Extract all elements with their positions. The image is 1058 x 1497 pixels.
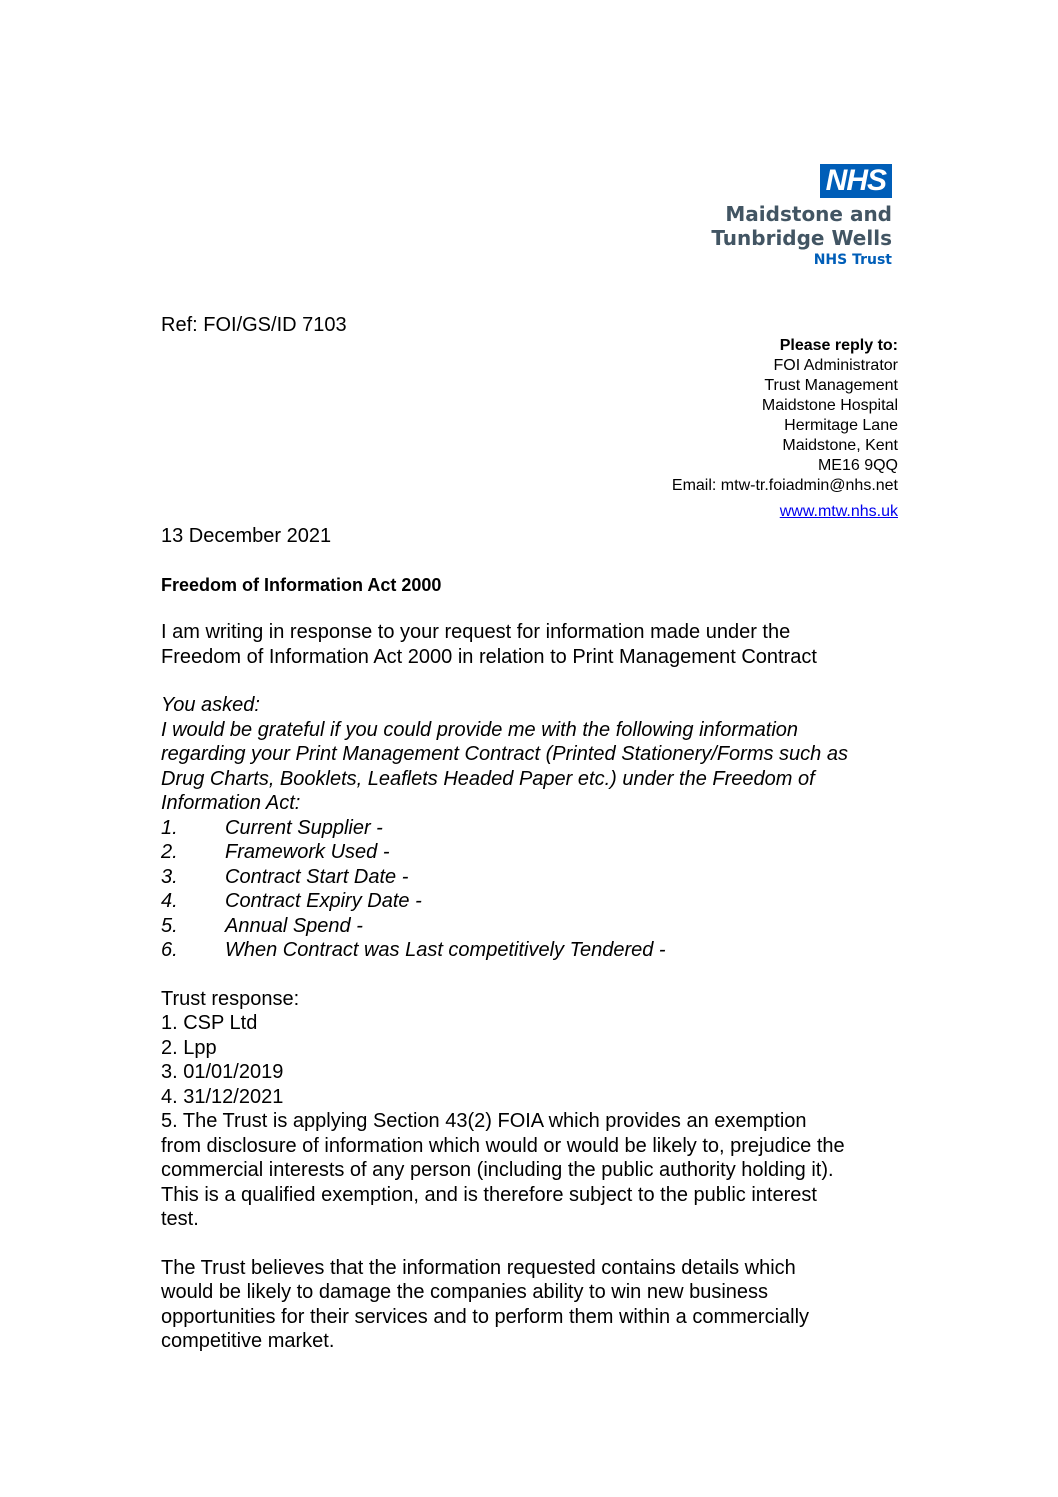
reply-to-address [672, 336, 898, 522]
request-item [161, 840, 901, 865]
request-item-number: 3. [161, 865, 178, 888]
request-text-line: regarding your Print Management Contract (Printed Stationery/Forms such as [161, 743, 848, 765]
response-answer: 2. Lpp [161, 1036, 217, 1059]
spacer [161, 596, 901, 620]
request-item [161, 938, 901, 963]
request-item-number: 5. [161, 914, 178, 937]
address-line: FOI Administrator [773, 357, 898, 374]
response-paragraph-line: competitive market. [161, 1330, 335, 1352]
request-item-number: 2. [161, 841, 178, 863]
intro-line: I am writing in response to your request for information made under the [161, 621, 791, 643]
request-item-text: Framework Used - [225, 841, 390, 863]
response-answer-5-line: from disclosure of information which would or would be likely to, prejudice the [161, 1134, 845, 1157]
address-line: Maidstone, Kent [782, 437, 898, 454]
response-answer-5-line: commercial interests of any person (including the public authority holding it). [161, 1159, 834, 1181]
request-item [161, 865, 901, 890]
request-label: You asked: [161, 694, 260, 716]
request-item-text: Contract Start Date - [225, 865, 409, 888]
response-label: Trust response: [161, 987, 300, 1010]
request-text-line: Drug Charts, Booklets, Leaflets Headed Paper etc.) under the Freedom of [161, 767, 815, 790]
address-postcode: ME16 9QQ [817, 457, 898, 474]
letter-body [161, 574, 901, 1354]
spacer [161, 963, 901, 987]
response-answer-5-line: 5. The Trust is applying Section 43(2) FOIA which provides an exemption [161, 1110, 807, 1132]
request-item-number: 1. [161, 816, 178, 839]
request-text-line: I would be grateful if you could provide me with the following information [161, 718, 799, 741]
response-answer: 3. 01/01/2019 [161, 1061, 284, 1083]
email-address: Email: mtw-tr.foiadmin@nhs.net [671, 477, 898, 494]
address-line: Maidstone Hospital [761, 397, 898, 414]
request-item-text: When Contract was Last competitively Tendered - [225, 939, 666, 961]
request-text-line: Information Act: [161, 792, 301, 814]
response-answer: 1. CSP Ltd [161, 1012, 258, 1034]
request-item-number: 6. [161, 939, 178, 961]
request-item [161, 914, 901, 939]
letter-title: Freedom of Information Act 2000 [161, 575, 442, 595]
org-trust-line: NHS Trust [813, 252, 892, 268]
request-item [161, 889, 901, 914]
intro-line: Freedom of Information Act 2000 in relation to Print Management Contract [161, 645, 817, 668]
response-paragraph-line: The Trust believes that the information requested contains details which [161, 1256, 796, 1279]
nhs-trust-logo [692, 164, 892, 270]
org-name-line-2: Tunbridge Wells [711, 226, 892, 250]
reply-to-heading: Please reply to: [779, 337, 898, 354]
letter-date: 13 December 2021 [161, 525, 332, 547]
spacer [161, 669, 901, 693]
request-item-text: Annual Spend - [225, 914, 363, 937]
response-paragraph-line: would be likely to damage the companies ability to win new business [161, 1281, 769, 1303]
response-answer: 4. 31/12/2021 [161, 1085, 284, 1108]
website-link[interactable]: www.mtw.nhs.uk [779, 503, 898, 520]
address-line: Trust Management [764, 377, 898, 394]
address-line: Hermitage Lane [784, 417, 898, 434]
request-item-text: Contract Expiry Date - [225, 890, 422, 912]
spacer [161, 1232, 901, 1256]
response-answer-5-line: This is a qualified exemption, and is therefore subject to the public interest [161, 1183, 817, 1206]
nhs-logo-badge: NHS [820, 164, 892, 198]
reference-number: Ref: FOI/GS/ID 7103 [161, 314, 347, 336]
request-item [161, 816, 901, 841]
response-answer-5-line: test. [161, 1208, 199, 1230]
response-paragraph-line: opportunities for their services and to perform them within a commercially [161, 1305, 810, 1328]
org-name-line-1: Maidstone and [725, 202, 892, 226]
request-item-text: Current Supplier - [225, 816, 383, 839]
request-item-number: 4. [161, 890, 178, 912]
